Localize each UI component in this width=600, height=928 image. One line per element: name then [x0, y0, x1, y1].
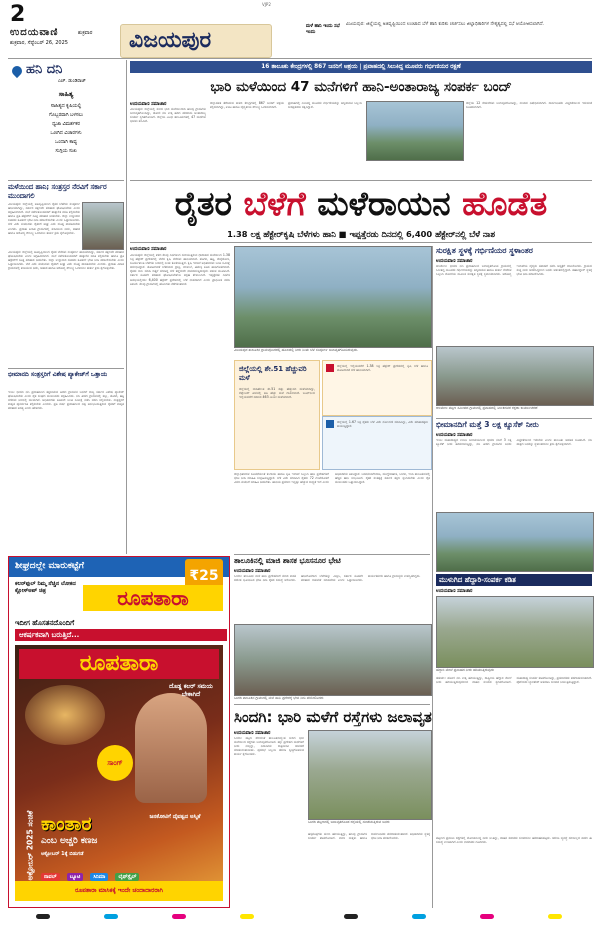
para-1a: ವಿಜಯಪುರ: ಜಿಲ್ಲೆಯಲ್ಲಿ ಸುರಿದ ಭಾರಿ ಮಳೆಯಿಂದಾಗಿ ಹಲವು ಗ್ರಾಮಗಳು ಜಲಾವೃತಗೊಂಡಿದ್ದು, ಡೋಣಿ ನದಿ ಉಕ್ಕಿ ಹರಿದ ಪರಿಣಾಮ ಅಂತಾರಾಜ್ಯ ಸಂಪರ್ಕ ಸ್ಥಗಿತಗೊಂಡಿದೆ. ಜಿಲ್ಲೆಯ ವಿವಿಧ ತಾಲೂಕುಗಳಲ್ಲಿ 47 ಮನೆಗಳು ಭಾಗಶಃ ಕುಸಿದಿವೆ. — [130, 107, 206, 124]
right-3-caption: ಹೆದ್ದಾರಿ ಮೇಲೆ ಪ್ರವಾಹದ ನೀರು ಹರಿಯುತ್ತಿರುವುದು — [436, 668, 495, 672]
registration-mark — [104, 914, 118, 919]
page-number: 2 — [10, 2, 26, 27]
stat-box — [234, 360, 320, 470]
right-3-byline: ಉದಯವಾಣಿ ಸಮಾಚಾರ — [436, 589, 473, 594]
info-box-2 — [322, 416, 432, 470]
ad-footer: ರೂಪತಾರಾ ಮಾಸಿಕಕ್ಕೆ ಇಂದೇ ಚಂದಾದಾರರಾಗಿ — [15, 881, 223, 901]
right-3-title: ಮುಳುಗಿದ ಹೆದ್ದಾರಿ-ಸಂಪರ್ಕ ಕಡಿತ — [436, 574, 592, 586]
registration-mark — [240, 914, 254, 919]
para-1d: ಜಿಲ್ಲೆಯ 12 ಸೇತುವೆಗಳು ಜಲಾವೃತಗೊಂಡಿದ್ದು, ಸಂಚಾರ ನಿಷೇಧಿಸಲಾಗಿದೆ. ಸಾರ್ವಜನಿಕರು ಎಚ್ಚರಿಕೆಯಿಂದ ಇರುವಂತೆ ಸೂಚಿಸಲಾಗಿದೆ. — [466, 101, 592, 110]
para-1c: ಪ್ರವಾಹದಲ್ಲಿ ಸಿಲುಕಿದ್ದ ಮೂವರು ಗರ್ಭಿಣಿಯರನ್ನು ಅಗ್ನಿಶಾಮಕ ಸಿಬ್ಬಂದಿ ಸುರಕ್ಷಿತವಾಗಿ ರಕ್ಷಿಸಿದ್ದಾರೆ. — [288, 101, 362, 110]
info-icon — [326, 364, 334, 372]
masthead-rule — [8, 58, 592, 59]
cover-flare — [25, 685, 105, 745]
column-rule — [126, 60, 127, 554]
registration-mark — [412, 914, 426, 919]
right-1-byline: ಉದಯವಾಣಿ ಸಮಾಚಾರ — [436, 259, 473, 264]
info-box-1 — [322, 360, 432, 416]
flood-banner: 16 ತಾಲೂಕು ಕೇಂದ್ರಗಳಲ್ಲಿ 867 ಜನರಿಗೆ ಆಶ್ರಯ | ಪ್ರವಾಹದಲ್ಲಿ ಸಿಲುಕಿದ್ದ ಮೂವರು ಗರ್ಭಿಣಿಯರ ರಕ್ಷಣೆ — [130, 61, 592, 73]
info-box-2-text: ಜಿಲ್ಲೆಯಲ್ಲಿ 1.67 ಲಕ್ಷ ರೈತರು ಬೆಳೆ ವಿಮೆ ನೋಂದಣಿ ಮಾಡಿಸಿದ್ದು, ವಿಮೆ ಪರಿಹಾರಕ್ಕಾಗಿ ಕಾಯುತ್ತಿದ್ದಾರೆ. — [337, 420, 428, 429]
sindagi-col-3: ಪಟ್ಟಣದ ಪ್ರಮುಖ ರಸ್ತೆಗಳಲ್ಲಿ ಮೊಣಕಾಲುದ್ದ ನೀರು ನಿಂತಿದ್ದು, ವಾಹನ ಸವಾರರು ಸಂಚರಿಸಲು ಹರಸಾಹಸಪಟ್ಟರು. ಚರಂಡಿ ವ್ಯವಸ್ಥೆ ಸರಿಯಿಲ್ಲದ ಕಾರಣ ಈ ಸಮಸ್ಯೆ ಉಂಟಾಗಿದೆ ಎಂದು ನಾಗರಿಕರು ದೂರಿದರು. — [436, 836, 592, 845]
photo-caption-1: ವಿಜಯಪುರ ತಾಲೂಕಿನ ಗ್ರಾಮವೊಂದರಲ್ಲಿ ಹೊಲದಲ್ಲಿ ನೀರು ನಿಂತು ಬೆಳೆ ಸಂಪೂರ್ಣ ಜಲಾವೃತಗೊಂಡಿರುವುದು. — [234, 348, 359, 352]
cover-song-badge: ಸಾಂಗ್ — [97, 745, 133, 781]
release-text: ಅಕ್ಟೋಬರ್ 2025 ಸಂಚಿಕೆ — [25, 810, 35, 881]
registration-mark — [344, 914, 358, 919]
registration-mark — [480, 914, 494, 919]
kantara-tag: ಜನಕೋಟಿಗೆ ದೈವತ್ವದ ಅಸ್ಮಿತೆ — [149, 814, 201, 820]
main-story-col-1: ವಿಜಯಪುರ: ಜಿಲ್ಲೆಯಲ್ಲಿ ಕಳೆದ ಕೆಲವು ದಿನಗಳಿಂದ ಸುರಿಯುತ್ತಿರುವ ಧಾರಾಕಾರ ಮಳೆಯಿಂದ 1.38 ಲಕ್ಷ ಹೆಕ್ಟೇರ್ ಪ್ರದೇಶದಲ್ಲಿ ಬೆಳೆದ ಕೃಷಿ ಬೆಳೆಗಳು ಹಾನಿಯಾಗಿವೆ. ತೊಗರಿ, ಹತ್ತಿ, ಮೆಕ್ಕೆಜೋಳ, ಸೂರ್ಯಕಾಂತಿ ಬೆಳೆಗಳು ನೀರಿನಲ್ಲಿ ನಿಂತು ಕೊಳೆಯುತ್ತಿವೆ. ಕೃಷಿ ಇಲಾಖೆ ಅಧಿಕಾರಿಗಳು ಜಂಟಿ ಸಮೀಕ್ಷೆ ಆರಂಭಿಸಿದ್ದಾರೆ. ತೋಟಗಾರಿಕೆ ಬೆಳೆಗಳಾದ ದ್ರಾಕ್ಷಿ, ದಾಳಿಂಬೆ, ಈರುಳ್ಳಿ ಕೂಡ ಹಾನಿಗೊಳಗಾಗಿವೆ. ರೈತರು ಸಾಲ ಮಾಡಿ ಬಿತ್ತನೆ ಮಾಡಿದ್ದ ಬೆಳೆ ಕಣ್ಣೆದುರೇ ನಾಶವಾಗುತ್ತಿರುವುದು ಆತಂಕ ಮೂಡಿಸಿದೆ. ಸರ್ಕಾರ ಕೂಡಲೇ ಪರಿಹಾರ ಘೋಷಿಸಬೇಕೆಂಬ ಆಗ್ರಹ ಕೇಳಿಬಂದಿದೆ. ಇಪ್ಪತ್ತೆರಡು ದಿನಗಳ ಅವಧಿಯಲ್ಲಿಯೇ 6,400 ಹೆಕ್ಟೇರ್ ಪ್ರದೇಶದಲ್ಲಿ ಬೆಳೆ ನಾಶವಾಗಿದೆ ಎಂದು ಪ್ರಾಥಮಿಕ ವರದಿ ತಿಳಿಸಿದೆ. ಕೆಲವು ಗ್ರಾಮಗಳಲ್ಲಿ ಹೊಲಗಳು ಕೆರೆಗಳಂತಾಗಿವೆ. — [130, 253, 230, 286]
print-registration-marks — [0, 912, 600, 922]
right-col-rule — [432, 246, 433, 908]
date-line: ಶುಕ್ರವಾರ, ಸೆಪ್ಟೆಂಬರ್ 26, 2025 — [10, 40, 68, 46]
main-headline-word: ಬೆಳೆಗೆ — [243, 184, 306, 223]
kantara-title: ಕಾಂತಾರ — [41, 813, 92, 835]
honi-dani-box — [8, 60, 124, 178]
right-2-title: ಭೀಮಾನದಿಗೆ ಮತ್ತೆ 3 ಲಕ್ಷ ಕ್ಯೂಸೆಕ್ ನೀರು — [436, 420, 539, 429]
ad-chip-row — [41, 863, 221, 880]
left-story-1-body-cont: ವಿಜಯಪುರ: ಜಿಲ್ಲೆಯಲ್ಲಿ ಅತಿವೃಷ್ಟಿಯಿಂದ ರೈತರ ಬೆಳೆಗಳು ಸಂಪೂರ್ಣ ಹಾನಿಯಾಗಿದ್ದು, ಸರ್ಕಾರ ತಕ್ಷಣವೇ ಪರಿಹಾರ ಘೋಷಿಸಬೇಕು ಎಂದು ಆಗ್ರಹಿಸಲಾಗಿದೆ. ಮನೆ ಕಳೆದುಕೊಂಡವರಿಗೆ ತಾತ್ಕಾಲಿಕ ವಸತಿ ಕಲ್ಪಿಸಬೇಕು ಹಾಗೂ ಪ್ರತಿ ಹೆಕ್ಟೇರ್‌ಗೆ ಸೂಕ್ತ ಪರಿಹಾರ ನೀಡಬೇಕು. ಜಿಲ್ಲಾ ಉಸ್ತುವಾರಿ ಸಚಿವರು ಕೂಡಲೇ ಭೇಟಿ ನೀಡಿ ಪರಿಶೀಲಿಸಬೇಕು ಎಂದು ಒತ್ತಾಯಿಸಿದರು. ಬೆಳೆ ವಿಮೆ ಕಂಪನಿಗಳು ರೈತರಿಗೆ ಶೀಘ್ರ ವಿಮೆ ಮೊತ್ತ ಪಾವತಿಸಬೇಕು ಎಂದರು. ಪ್ರವಾಹ ಪೀಡಿತ ಗ್ರಾಮಗಳಲ್ಲಿ ಕುಡಿಯುವ ನೀರು, ಆಹಾರ ಹಾಗೂ ಆರೋಗ್ಯ ಸೌಲಭ್ಯ ಒದಗಿಸಲು ತುರ್ತು ಕ್ರಮ ಕೈಗೊಳ್ಳಬೇಕು. — [8, 250, 124, 271]
masthead — [0, 0, 600, 60]
main-rule — [130, 180, 592, 181]
honi-dani-title: ಹನಿ ದನಿ — [26, 62, 63, 77]
rescue-photo — [436, 346, 594, 406]
registration-mark — [548, 914, 562, 919]
right-1-caption: ಆಲಮೇಲ ಪಟ್ಟಣ ಸಮೀಪದ ಗ್ರಾಮದಲ್ಲಿ ಪ್ರವಾಹದಲ್ಲಿ ಸಿಲುಕಿದವರ ರಕ್ಷಣಾ ಕಾರ್ಯಾಚರಣೆ — [436, 406, 538, 410]
mid-story-caption: ಸಿಂದಗಿ ತಾಲೂಕಿನ ಗ್ರಾಮದಲ್ಲಿ ಮಳೆ ಹಾನಿ ಪ್ರದೇಶಕ್ಕೆ ಭೇಟಿ ನೀಡಿ ಪರಿಶೀಲಿಸಿದರು — [234, 696, 324, 700]
dateline-1: ಉದಯವಾಣಿ ಸಮಾಚಾರ — [130, 102, 167, 107]
highway-photo — [436, 596, 594, 668]
registration-mark — [172, 914, 186, 919]
main-headline-word: ಮಳೆರಾಯನ — [317, 184, 451, 223]
right-rule-2 — [436, 418, 592, 419]
main-subhead: 1.38 ಲಕ್ಷ ಹೆಕ್ಟೇರ್‌ಕೃಷಿ ಬೆಳೆಗಳು ಹಾನಿ ■ ಇಪ್ಪತ್ತೆರಡು ದಿನದಲ್ಲಿ 6,400 ಹೆಕ್ಟೇರ್‌ನಲ್ಲಿ ಬೆಳೆ ನಾಶ — [227, 229, 495, 239]
mid-story-body: ಸಿಂದಗಿ: ತಾಲೂಕಿನ ಮಳೆ ಹಾನಿ ಪ್ರದೇಶಗಳಿಗೆ ಮಾಜಿ ಶಾಸಕ ರಮೇಶ ಭೂಸನೂರ ಭೇಟಿ ನೀಡಿ ರೈತರ ಸಮಸ್ಯೆ ಆಲಿಸಿದರು. ಹಾನಿಗೊಳಗಾದ ಬೆಳೆಗಳನ್ನು ವೀಕ್ಷಿಸಿ, ಸರ್ಕಾರ ಕೂಡಲೇ ಪರಿಹಾರ ಬಿಡುಗಡೆ ಮಾಡಬೇಕು ಎಂದು ಒತ್ತಾಯಿಸಿದರು. ಕಾರ್ಯಕರ್ತರು ಹಾಗೂ ಗ್ರಾಮಸ್ಥರು ಉಪಸ್ಥಿತರಿದ್ದರು. — [234, 574, 421, 583]
main-headline-word: ಹೊಡೆತ — [462, 184, 548, 223]
cover-brand: ರೂಪತಾರಾ — [19, 649, 219, 679]
main-flood-photo — [234, 246, 432, 348]
poem-line: ಒಣಗಿದ ವಿಚಾರಗಳು — [50, 131, 82, 136]
mid-story-byline: ಉದಯವಾಣಿ ಸಮಾಚಾರ — [234, 569, 271, 574]
right-2-byline: ಉದಯವಾಣಿ ಸಮಾಚಾರ — [436, 433, 473, 438]
left-story-2-title: ಭೀಮಾನದಿ ಸಂತ್ರಸ್ತರಿಗೆ ವಿಶೇಷ ಪ್ಯಾಕೇಜ್‌ಗೆ ಒತ್ತಾಯ — [8, 371, 108, 378]
right-1-body: ಆಲಮೇಲ: ಭೀಮಾ ನದಿ ಪ್ರವಾಹದಿಂದ ಜಲಾವೃತಗೊಂಡ ಗ್ರಾಮದಲ್ಲಿ ಸಿಲುಕಿದ್ದ ಮೂವರು ಗರ್ಭಿಣಿಯರನ್ನು ಅಗ್ನಿಶಾಮಕ ಹಾಗೂ ತುರ್ತು ಸೇವೆಗಳ ಸಿಬ್ಬಂದಿ ದೋಣಿಯ ಮೂಲಕ ಸುರಕ್ಷಿತ ಸ್ಥಳಕ್ಕೆ ಸ್ಥಳಾಂತರಿಸಿದರು. ಆರೋಗ್ಯ ಇಲಾಖೆಯ ವೈದ್ಯರು ತಪಾಸಣೆ ನಡೆಸಿ ಆಸ್ಪತ್ರೆಗೆ ದಾಖಲಿಸಿದರು. ಗ್ರಾಮದ ಸುತ್ತ ನೀರು ಆವರಿಸಿದ್ದರಿಂದ ಜನರು ಆತಂಕದಲ್ಲಿದ್ದಾರೆ. ತಹಶೀಲ್ದಾರ್ ಸ್ಥಳಕ್ಕೆ ಭೇಟಿ ನೀಡಿ ಪರಿಶೀಲಿಸಿದರು. — [436, 264, 592, 277]
headline-1: ಭಾರಿ ಮಳೆಯಿಂದ 47 ಮನೆಗಳಿಗೆ ಹಾನಿ-ಅಂತಾರಾಜ್ಯ ಸಂಪರ್ಕ ಬಂದ್ — [210, 79, 512, 95]
ad-chip: ಬ್ಯೂಟಿ — [67, 873, 84, 881]
ad-brand: ರೂಪತಾರಾ — [83, 585, 223, 611]
sindagi-headline: ಸಿಂದಗಿ: ಭಾರಿ ಮಳೆಗೆ ರಸ್ತೆಗಳು ಜಲಾವೃತ — [234, 708, 432, 726]
ad-buy-text: ಇದೀಗ ಹೊಸತನದೊಂದಿಗೆ — [15, 619, 75, 627]
sindagi-caption: ಸಿಂದಗಿ ಪಟ್ಟಣದಲ್ಲಿ ಜಲಾವೃತಗೊಂಡ ರಸ್ತೆಯಲ್ಲಿ ಸಂಚರಿಸುತ್ತಿರುವ ಜನರು — [308, 820, 390, 824]
vjp-tag: VJP2 — [262, 2, 271, 7]
info-box-1-text: ಜಿಲ್ಲೆಯಲ್ಲಿ ಇಲ್ಲಿಯವರೆಗೆ 1.38 ಲಕ್ಷ ಹೆಕ್ಟೇರ್ ಪ್ರದೇಶದಲ್ಲಿ ಕೃಷಿ ಬೆಳೆ ಹಾಗೂ ತೋಟಗಾರಿಕೆ ಬೆಳೆ ಹಾನಿಯಾಗಿದೆ. — [337, 364, 428, 373]
stat-box-title: ಜಿಲ್ಲೆಯಲ್ಲಿ ಶೇ.51 ಹೆಚ್ಚುವರಿ ಮಳೆ — [239, 365, 307, 382]
flood-photo-top — [366, 101, 464, 161]
ad-price-badge: ₹25 — [185, 559, 223, 593]
poem-line: ಗೊಬ್ಬರವಾಗಿ ಬಳಸಲು — [48, 113, 84, 118]
left-rule-2 — [8, 368, 124, 369]
sindagi-photo — [308, 730, 432, 820]
sindagi-col-1: ಸಿಂದಗಿ: ಪಟ್ಟಣ ಸೇರಿದಂತೆ ತಾಲೂಕಿನಾದ್ಯಂತ ಸುರಿದ ಭಾರಿ ಮಳೆಯಿಂದ ರಸ್ತೆಗಳು ಜಲಾವೃತಗೊಂಡಿವೆ. ತಗ್ಗು ಪ್ರದೇಶದ ಮನೆಗಳಿಗೆ ನೀರು ನುಗ್ಗಿದ್ದು, ನಿವಾಸಿಗಳು ರಾತ್ರಿಯಿಡೀ ಜಾಗರಣೆ ಮಾಡುವಂತಾಯಿತು. ಪುರಸಭೆ ಸಿಬ್ಬಂದಿ ಚರಂಡಿ ಸ್ವಚ್ಛಗೊಳಿಸುವ ಕಾರ್ಯ ಕೈಗೊಂಡರು. — [234, 736, 304, 757]
ad-attractive: ಆಕರ್ಷಕವಾಗಿ ಬರುತ್ತಿದೆ... — [15, 629, 227, 641]
visit-photo — [234, 624, 432, 696]
portrait-photo — [82, 202, 124, 250]
honi-dani-author: ಎಚ್. ಡುಂಡಿರಾಜ್ — [58, 79, 86, 84]
poem-title: ಸಾಹಿತ್ಯ — [58, 90, 74, 98]
edition-box — [120, 24, 272, 58]
paper-name: ಉದಯವಾಣಿ — [10, 27, 59, 38]
left-story-1-title: ಮಳೆಯಿಂದ ಹಾನಿ; ಸಂತ್ರಸ್ತರ ನೆರವಿಗೆ ಸರ್ಕಾರ ಮುಂದಾಗಲಿ — [8, 183, 107, 200]
right-1-title: ಸುರಕ್ಷಿತ ಸ್ಥಳಕ್ಕೆ ಗರ್ಭಿಣಿಯರ ಸ್ಥಳಾಂತರ — [436, 246, 533, 255]
right-2-body: ಇಂಡಿ: ಮಹಾರಾಷ್ಟ್ರದ ಉಜನಿ ಜಲಾಶಯದಿಂದ ಭೀಮಾ ನದಿಗೆ 3 ಲಕ್ಷ ಕ್ಯೂಸೆಕ್ ನೀರು ಹರಿಸಲಾಗುತ್ತಿದ್ದು, ನದಿ ತೀರದ ಗ್ರಾಮಗಳ ಜನರು ಎಚ್ಚರಿಕೆಯಿಂದ ಇರಬೇಕು ಎಂದು ತಾಲೂಕು ಆಡಳಿತ ಸೂಚಿಸಿದೆ. ನದಿ ಪಾತ್ರದ ಜನರನ್ನು ಸ್ಥಳಾಂತರಿಸಲು ಕ್ರಮ ಕೈಗೊಳ್ಳಲಾಗಿದೆ. — [436, 438, 592, 447]
ad-chip: ನಾವಲ್ — [41, 873, 60, 881]
top-brief-text: ವಿಜಯಪುರ: ಜಿಲ್ಲೆಯಲ್ಲಿ ಅತಿವೃಷ್ಟಿಯಿಂದ ಉಂಟಾದ ಬೆಳೆ ಹಾನಿ ಕುರಿತು ಚರ್ಚಿಸಲು ಜಿಲ್ಲಾಧಿಕಾರಿಗಳ ನೇತೃತ್ವದಲ್ಲಿ ಸಭೆ ಆಯೋಜಿಸಲಾಗಿದೆ. — [346, 22, 545, 27]
para-1b: ಜಿಲ್ಲಾಡಳಿತ ತೆರೆದಿರುವ ಕಾಳಜಿ ಕೇಂದ್ರಗಳಲ್ಲಿ 867 ಜನರಿಗೆ ಆಶ್ರಯ ಕಲ್ಪಿಸಲಾಗಿದ್ದು, ಊಟ ಹಾಗೂ ವೈದ್ಯಕೀಯ ಸೌಲಭ್ಯ ಒದಗಿಸಲಾಗಿದೆ. — [210, 101, 284, 110]
rupatara-ad — [8, 556, 230, 908]
poem — [8, 102, 124, 156]
sindagi-col-2: ಹಳ್ಳಕೊಳ್ಳಗಳು ತುಂಬಿ ಹರಿಯುತ್ತಿದ್ದು, ಹಲವು ಗ್ರಾಮಗಳ ಸಂಪರ್ಕ ಕಡಿತಗೊಂಡಿದೆ. ಶಾಲಾ ಮಕ್ಕಳು ಹಾಗೂ ಸಾರ್ವಜನಿಕರು ಪರದಾಡುವಂತಾಗಿದೆ. ಅಧಿಕಾರಿಗಳು ಸ್ಥಳಕ್ಕೆ ಭೇಟಿ ನೀಡಿ ಪರಿಶೀಲಿಸಿದರು. — [308, 832, 430, 841]
city-label: ಶುಕ್ರವಾರ — [78, 30, 93, 36]
left-story-2-body: ಇಂಡಿ: ಭೀಮಾ ನದಿ ಪ್ರವಾಹದಿಂದ ತತ್ತರಿಸಿರುವ ತೀರದ ಗ್ರಾಮಗಳ ಜನರಿಗೆ ರಾಜ್ಯ ಸರ್ಕಾರ ವಿಶೇಷ ಪ್ಯಾಕೇಜ್ ಘೋಷಿಸಬೇಕು ಎಂದು ರೈತ ಸಂಘದ ಮುಖಂಡರು ಆಗ್ರಹಿಸಿದರು. ನದಿ ತೀರದ ಗ್ರಾಮಗಳಲ್ಲಿ ಕಬ್ಬು, ತೊಗರಿ, ಹತ್ತಿ ಬೆಳೆಗಳು ನೀರಿನಲ್ಲಿ ಮುಳುಗಿವೆ. ಅಧಿಕಾರಿಗಳು ಕೂಡಲೇ ಜಂಟಿ ಸಮೀಕ್ಷೆ ನಡೆಸಿ ವರದಿ ಸಲ್ಲಿಸಬೇಕು. ಸಂತ್ರಸ್ತರಿಗೆ ಶಾಶ್ವತ ಪುನರ್ವಸತಿ ಕಲ್ಪಿಸಬೇಕು ಎಂದರು. ಪ್ರತಿ ವರ್ಷ ಪ್ರವಾಹದಿಂದ ನಷ್ಟ ಅನುಭವಿಸುತ್ತಿರುವ ರೈತರಿಗೆ ಶಾಶ್ವತ ಪರಿಹಾರ ಅಗತ್ಯ ಎಂದು ಹೇಳಿದರು. — [8, 390, 124, 411]
poem-line: ಸುಗ್ಗಿಯ ಸುಖ — [55, 149, 77, 154]
poem-line: ಒಂದಾಗಿ ಕಾವ್ಯ — [55, 140, 77, 145]
drop-icon — [10, 64, 24, 78]
main-headline — [130, 182, 592, 226]
left-rule — [8, 180, 124, 181]
ad-colorful: ಕಲರ್‌ಫುಲ್ ನಿಮ್ಮ ನೆಚ್ಚಿನ ಲೋಕದ ಕ್ಲೋಸ್‌ಅಪ್ ಚಿತ್ರ — [15, 581, 76, 594]
kantara-sub: ಎಂಬ ಅಚ್ಚರಿ ಕಣಜ — [41, 836, 98, 846]
sindagi-byline: ಉದಯವಾಣಿ ಸಮಾಚಾರ — [234, 731, 271, 736]
ad-tagline: ಶೀಘ್ರದಲ್ಲೇ ಮಾರುಕಟ್ಟೆಗೆ — [15, 561, 85, 571]
registration-mark — [36, 914, 50, 919]
main-sub-rule — [130, 242, 592, 243]
river-photo — [436, 512, 594, 572]
poem-line: ಧ್ವಜಾ ವಿಮರ್ಶಕರ — [52, 122, 80, 127]
cover-side-text: ದೊಡ್ಡ ಕಲರ್ ಸಮಯ ಬೇಕಾಗಿದೆ — [169, 683, 213, 698]
right-3-body: ಚಡಚಣ: ಡೋಣಿ ನದಿ ಉಕ್ಕಿ ಹರಿಯುತ್ತಿದ್ದು, ರಾಷ್ಟ್ರೀಯ ಹೆದ್ದಾರಿ ಮೇಲೆ ನೀರು ಹರಿಯುತ್ತಿರುವುದರಿಂದ ವಾಹನ ಸಂಚಾರ ಸ್ಥಗಿತಗೊಂಡಿದೆ. ಮಹಾರಾಷ್ಟ್ರ ಸಂಪರ್ಕ ಕಡಿತಗೊಂಡಿದ್ದು, ಪ್ರಯಾಣಿಕರು ಪರದಾಡುವಂತಾಗಿದೆ. ಪೊಲೀಸರು ಬ್ಯಾರಿಕೇಡ್ ಅಳವಡಿಸಿ ಸಂಚಾರ ನಿಯಂತ್ರಿಸುತ್ತಿದ್ದಾರೆ. — [436, 676, 592, 685]
mid-rule — [234, 554, 430, 555]
sindagi-rule — [234, 704, 430, 705]
edition-name: ವಿಜಯಪುರ — [129, 28, 212, 53]
top-brief-label: ಮಳೆ ಹಾನಿ ಇಂದು ಸಭೆ ಇಂದು — [306, 24, 340, 35]
ad-chip: ಸಿನಿಮಾ — [90, 873, 108, 881]
cover-face — [135, 693, 207, 803]
main-story-col-2: ಜಿಲ್ಲಾಧಿಕಾರಿಗಳ ಸೂಚನೆಯಂತೆ ಕಂದಾಯ ಹಾಗೂ ಕೃಷಿ ಇಲಾಖೆ ಸಿಬ್ಬಂದಿ ಹಾನಿ ಪ್ರದೇಶಗಳಿಗೆ ಭೇಟಿ ನೀಡಿ ಮಾಹಿತಿ ಸಂಗ್ರಹಿಸುತ್ತಿದ್ದಾರೆ. ಬೆಳೆ ವಿಮೆ ಮಾಡಿಸಿದ ರೈತರು 72 ಗಂಟೆಯೊಳಗೆ ವಿಮಾ ಕಂಪನಿಗೆ ಮಾಹಿತಿ ನೀಡಬೇಕು. ಹಾನಿಯ ಪ್ರಮಾಣ ಇನ್ನಷ್ಟು ಹೆಚ್ಚುವ ಸಾಧ್ಯತೆ ಇದೆ ಎಂದು ಅಧಿಕಾರಿಗಳು ತಿಳಿಸಿದ್ದಾರೆ. ಬಸವನಬಾಗೇವಾಡಿ, ಮುದ್ದೇಬಿಹಾಳ, ಸಿಂದಗಿ, ಇಂಡಿ ತಾಲೂಕುಗಳಲ್ಲಿ ಹೆಚ್ಚಿನ ಹಾನಿ ಸಂಭವಿಸಿದೆ. ರೈತರ ಸಂಕಷ್ಟಕ್ಕೆ ಸರ್ಕಾರ ತಕ್ಷಣ ಸ್ಪಂದಿಸಬೇಕು ಎಂದು ರೈತ ಮುಖಂಡರು ಒತ್ತಾಯಿಸಿದ್ದಾರೆ. — [234, 472, 430, 485]
mid-story-title: ತಾಲೂಕಿನಲ್ಲಿ ಮಾಜಿ ಶಾಸಕ ಭೂಸನೂರ ಭೇಟಿ — [234, 556, 341, 565]
main-headline-word: ರೈತರ — [174, 184, 232, 223]
magazine-cover — [15, 645, 223, 901]
info-icon — [326, 420, 334, 428]
ad-chip: ಲೈಫ್‌ಸ್ಟೈಲ್ — [115, 873, 139, 881]
left-story-1-body: ವಿಜಯಪುರ: ಜಿಲ್ಲೆಯಲ್ಲಿ ಅತಿವೃಷ್ಟಿಯಿಂದ ರೈತರ ಬೆಳೆಗಳು ಸಂಪೂರ್ಣ ಹಾನಿಯಾಗಿದ್ದು, ಸರ್ಕಾರ ತಕ್ಷಣವೇ ಪರಿಹಾರ ಘೋಷಿಸಬೇಕು ಎಂದು ಆಗ್ರಹಿಸಲಾಗಿದೆ. ಮನೆ ಕಳೆದುಕೊಂಡವರಿಗೆ ತಾತ್ಕಾಲಿಕ ವಸತಿ ಕಲ್ಪಿಸಬೇಕು ಹಾಗೂ ಪ್ರತಿ ಹೆಕ್ಟೇರ್‌ಗೆ ಸೂಕ್ತ ಪರಿಹಾರ ನೀಡಬೇಕು. ಜಿಲ್ಲಾ ಉಸ್ತುವಾರಿ ಸಚಿವರು ಕೂಡಲೇ ಭೇಟಿ ನೀಡಿ ಪರಿಶೀಲಿಸಬೇಕು ಎಂದು ಒತ್ತಾಯಿಸಿದರು. ಬೆಳೆ ವಿಮೆ ಕಂಪನಿಗಳು ರೈತರಿಗೆ ಶೀಘ್ರ ವಿಮೆ ಮೊತ್ತ ಪಾವತಿಸಬೇಕು ಎಂದರು. ಪ್ರವಾಹ ಪೀಡಿತ ಗ್ರಾಮಗಳಲ್ಲಿ ಕುಡಿಯುವ ನೀರು, ಆಹಾರ ಹಾಗೂ ಆರೋಗ್ಯ ಸೌಲಭ್ಯ ಒದಗಿಸಲು ತುರ್ತು ಕ್ರಮ ಕೈಗೊಳ್ಳಬೇಕು. — [8, 202, 80, 235]
main-byline: ಉದಯವಾಣಿ ಸಮಾಚಾರ — [130, 247, 167, 252]
issue-line: ಅಕ್ಟೋಬರ್ 1ಕ್ಕೆ ಬಿಡುಗಡೆ — [41, 851, 84, 857]
stat-box-body: ಜಿಲ್ಲೆಯಲ್ಲಿ ವಾಡಿಕೆಗಿಂತ ಶೇ.51 ರಷ್ಟು ಹೆಚ್ಚುವರಿ ಮಳೆಯಾಗಿದ್ದು, ಸೆಪ್ಟೆಂಬರ್ ತಿಂಗಳಲ್ಲಿ ಅತಿ ಹೆಚ್ಚು ಮಳೆ ದಾಖಲಾಗಿದೆ. ಜೂನ್‌ನಿಂದ ಇಲ್ಲಿಯವರೆಗೆ ಸರಾಸರಿ 463 ಮಿಮೀ ಮಳೆಯಾಗಿದೆ. — [239, 387, 315, 400]
poem-line: ಸಾಹಿತ್ಯದ ಕೃಷಿಯಲ್ಲಿ — [50, 104, 82, 109]
